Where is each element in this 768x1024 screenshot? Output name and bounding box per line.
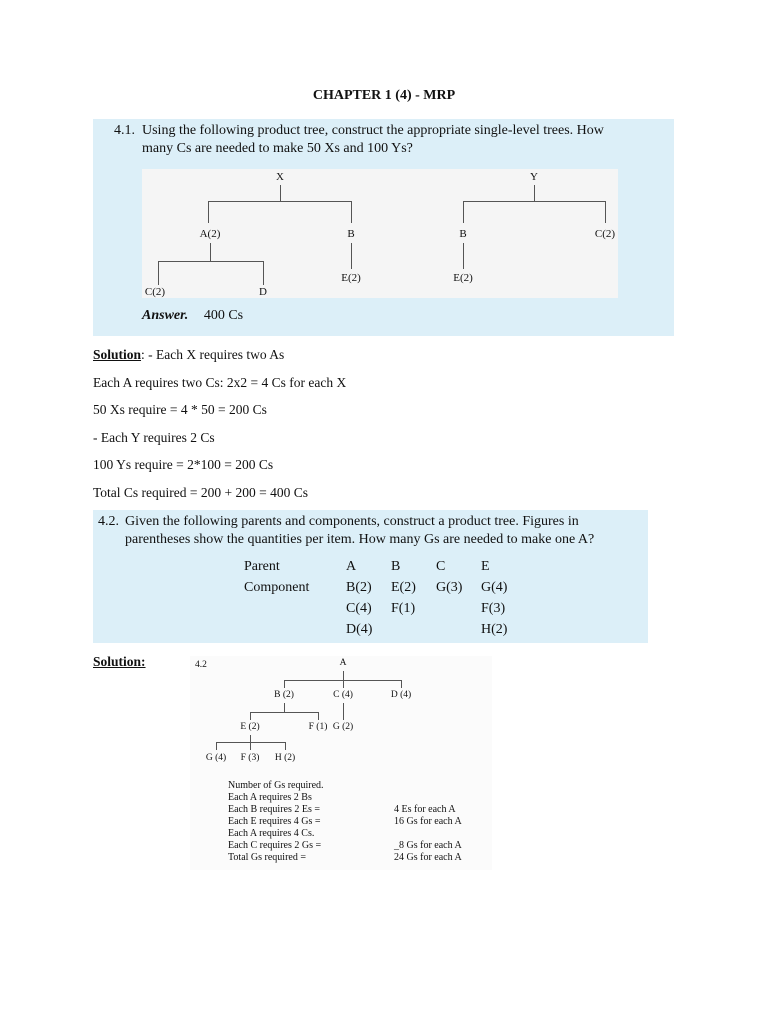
solution-label: Solution: [93, 347, 142, 362]
page-title: CHAPTER 1 (4) - MRP: [312, 88, 456, 103]
fig-node-d4: D (4): [390, 690, 412, 700]
calc-step: Number of Gs required.: [228, 780, 324, 791]
solution-4-1-line4: - Each Y requires 2 Cs: [93, 430, 215, 445]
table-row: [244, 622, 526, 643]
table-row: [244, 601, 526, 622]
product-tree-figure: [142, 169, 618, 298]
tree-node-c2-y: C(2): [594, 228, 616, 240]
calc-step: Each C requires 2 Gs =: [228, 840, 322, 851]
problem-4-1-line2: many Cs are needed to make 50 Xs and 100 Ys?: [142, 141, 413, 156]
table-cell: B: [391, 559, 401, 574]
calc-step: Each E requires 4 Gs =: [228, 816, 321, 827]
table-cell: F(1): [391, 601, 416, 616]
calc-step: Each A requires 4 Cs.: [228, 828, 315, 839]
table-row-label: Parent: [244, 559, 280, 574]
fig-node-f1: F (1): [308, 722, 328, 732]
calc-result: [394, 828, 462, 840]
solution-4-1-line6: Total Cs required = 200 + 200 = 400 Cs: [93, 485, 309, 500]
table-row: [228, 852, 462, 864]
tree-node-b-x: B: [347, 228, 355, 240]
table-row: [244, 559, 526, 580]
fig-node-g2: G (2): [332, 722, 354, 732]
table-row: [228, 816, 462, 828]
tree-node-y: Y: [530, 171, 538, 183]
answer-value: 400 Cs: [203, 308, 244, 323]
parents-components-table: [244, 559, 526, 643]
solution-4-2-label: Solution:: [93, 654, 146, 669]
fig-node-a: A: [339, 658, 347, 668]
calc-result: 16 Gs for each A: [394, 816, 462, 827]
calc-result: 24 Gs for each A: [394, 852, 462, 863]
table-cell: D(4): [346, 622, 373, 637]
gs-calculation-table: [228, 780, 462, 864]
table-cell: [436, 622, 481, 643]
calc-step: Each A requires 2 Bs: [228, 792, 312, 803]
table-cell: [436, 601, 481, 622]
fig-node-c4: C (4): [333, 690, 353, 700]
fig-node-b2: B (2): [274, 690, 294, 700]
problem-4-1-box: [93, 119, 674, 336]
figure-number: 4.2: [195, 660, 207, 670]
fig-node-f3: F (3): [240, 753, 260, 763]
fig-node-h2: H (2): [274, 753, 296, 763]
problem-4-2-number: 4.2.: [98, 514, 119, 529]
calc-result: [394, 780, 462, 792]
problem-4-2-line2: parentheses show the quantities per item. How many Gs are needed to make one A?: [125, 532, 595, 547]
solution-4-1-line1-text: : - Each X requires two As: [141, 347, 285, 362]
table-cell: C: [436, 559, 446, 574]
tree-node-e2-x: E(2): [341, 272, 361, 284]
calc-step: Each B requires 2 Es =: [228, 804, 321, 815]
table-cell: F(3): [481, 601, 506, 616]
solution-4-1-line2: Each A requires two Cs: 2x2 = 4 Cs for each X: [93, 375, 347, 390]
problem-4-1-line1: Using the following product tree, construct the appropriate single-level trees. How: [142, 123, 604, 138]
solution-4-1-line1: [93, 347, 284, 363]
solution-4-2-figure: [190, 656, 492, 870]
table-cell: H(2): [481, 622, 508, 637]
table-cell: A: [346, 559, 357, 574]
table-row: [228, 840, 462, 852]
table-cell: C(4): [346, 601, 372, 616]
tree-node-e2-y: E(2): [453, 272, 473, 284]
calc-result: _8 Gs for each A: [394, 840, 462, 851]
tree-node-x: X: [276, 171, 284, 183]
table-cell: E: [481, 559, 490, 574]
problem-4-2-box: [93, 510, 648, 643]
table-row: [228, 792, 462, 804]
tree-node-d: D: [259, 286, 267, 298]
table-cell: E(2): [391, 580, 416, 595]
calc-result: [394, 792, 462, 804]
calc-step: Total Gs required =: [228, 852, 306, 863]
table-row: [244, 580, 526, 601]
problem-4-2-line1: Given the following parents and components, construct a product tree. Figures in: [125, 514, 579, 529]
problem-4-1-number: 4.1.: [114, 123, 135, 138]
tree-node-a2: A(2): [199, 228, 221, 240]
answer-label: Answer.: [142, 308, 189, 323]
fig-node-e2: E (2): [240, 722, 260, 732]
table-row: [228, 780, 462, 792]
tree-node-c2-a: C(2): [144, 286, 166, 298]
calc-result: 4 Es for each A: [394, 804, 456, 815]
table-cell: G(4): [481, 580, 508, 595]
table-cell: B(2): [346, 580, 372, 595]
answer-line: [142, 308, 243, 324]
solution-4-1-line3: 50 Xs require = 4 * 50 = 200 Cs: [93, 402, 267, 417]
table-row-label: Component: [244, 580, 310, 595]
table-row: [228, 804, 462, 816]
fig-node-g4: G (4): [205, 753, 227, 763]
table-cell: G(3): [436, 580, 463, 595]
solution-4-1-line5: 100 Ys require = 2*100 = 200 Cs: [93, 457, 274, 472]
tree-node-b-y: B: [459, 228, 467, 240]
table-cell: [391, 622, 436, 643]
table-row: [228, 828, 462, 840]
